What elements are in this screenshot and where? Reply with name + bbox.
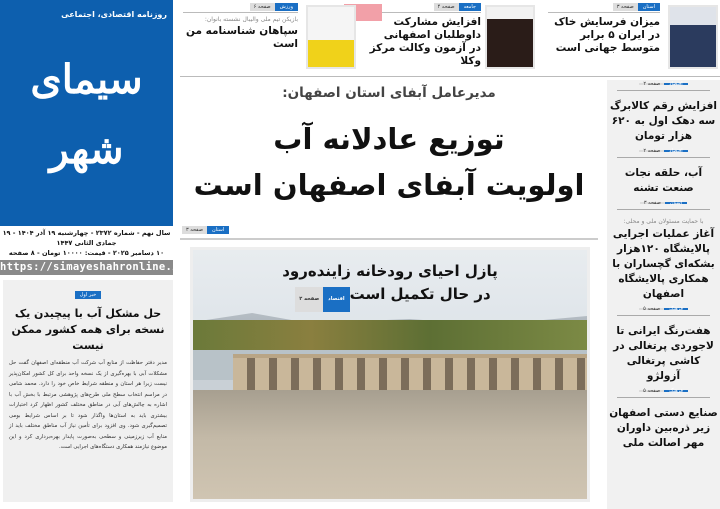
top-item-3[interactable] (182, 3, 358, 73)
masthead-logo (0, 0, 173, 226)
section-badge: ورزش (275, 3, 298, 11)
page-badge: صفحه ۵ (639, 390, 664, 392)
page-badge: صفحه ۲ (295, 287, 323, 312)
top-item-1[interactable] (545, 3, 720, 73)
right-column (607, 80, 720, 509)
right-item-title: هفت‌رنگ ایرانی تا لاجوردی پرتغالی در کاشی پرتغالی آزولژو (613, 325, 714, 382)
photo-riverbed (193, 390, 587, 502)
top-item-kicker: بازیکن تیم ملی والیبال نشسته بانوان: (204, 16, 298, 23)
website-url[interactable]: https://simayeshahronline.ir (0, 261, 186, 273)
page-badge: صفحه ۶ (250, 3, 275, 11)
right-item-kicker: با حمایت مسئولان ملی و محلی: (623, 218, 704, 225)
left-article-body: مدیر دفتر حفاظت از منابع آب شرکت آب منطقه‌ای اصفهان گفت حل مشکلات آبی با بهره‌گیری از یک نسخه واحد برای کل کشور امکان‌پذیر نیست زیرا هر استان و منطقه شرایط خاص خود را دارد. محمد شامی در مراسم انتخاب سطح ملی طرح‌های پژوهشی مرتبط با بخش آب با اشاره به چالش‌های آبی در مناطق مختلف کشور اظهار کرد اختیارات بیشتری باید به استان‌ها واگذار شود تا بر اساس شرایط بومی تصمیم‌گیری شود. وی افزود برای تأمین نیاز آب مناطق مختلف باید از منابع آب زیرزمینی و سطحی به‌صورت پایدار بهره‌برداری کرد و این موضوع نیازمند همکاری دستگاه‌های اجرایی است. (9, 360, 167, 450)
page-badge: صفحه ۵ (639, 308, 664, 310)
headline-line-2: اولویت آبفای اصفهان است (193, 168, 585, 202)
page-badge: صفحه ۴ (434, 3, 459, 11)
page-badge: صفحه ۳ (613, 3, 638, 11)
right-item[interactable] (607, 147, 720, 199)
photo-story[interactable] (190, 247, 590, 502)
photo-caption (193, 260, 587, 312)
section-badge: اقتصاد (664, 83, 687, 85)
section-badge: فرهنگ (664, 308, 688, 310)
right-item[interactable] (607, 199, 720, 305)
main-headline[interactable] (180, 116, 598, 208)
issue-info (0, 228, 173, 258)
section-badge: جامعه (459, 3, 481, 11)
right-item-title: صنایع دستی اصفهان زیر ذره‌بین داوران مهر اصالت ملی (609, 407, 718, 449)
left-article[interactable] (3, 280, 173, 502)
photo-bridge (233, 354, 588, 394)
top-item-photo (668, 5, 718, 69)
divider (180, 76, 720, 77)
right-item[interactable] (607, 305, 720, 387)
main-kicker: مدیرعامل آبفای استان اصفهان: (282, 85, 496, 101)
page-badge: صفحه ۲ (639, 83, 664, 85)
right-item-title: آب، حلقه نجات صنعت تشنه (624, 167, 703, 194)
caption-line-1: پازل احیای رودخانه زاینده‌رود (282, 262, 498, 280)
top-item-photo (485, 5, 535, 69)
section-badge: استان (638, 3, 660, 11)
divider (180, 238, 598, 240)
page-badge: صفحه ۳ (640, 202, 665, 204)
section-badge: استان (207, 226, 229, 234)
page-badge: صفحه ۲ (639, 150, 664, 152)
top-item-2[interactable] (365, 3, 543, 73)
right-item[interactable] (607, 387, 720, 454)
section-badge: اقتصاد (664, 150, 687, 152)
top-item-title: میزان فرسایش خاک در ایران ۵ برابر متوسط جهانی است (554, 16, 660, 54)
right-item-title: افزایش رقم کالابرگ سه دهک اول به ۶۲۰ هزار تومان (610, 100, 717, 142)
top-item-title: سپاهان شناسنامه من است (186, 25, 298, 50)
left-article-title: حل مشکل آب با پیچیدن یک نسخه برای همه کشور ممکن نیست (11, 307, 165, 352)
price-line: ۱۰ دسامبر ۲۰۲۵ - قیمت: ۱۰۰۰۰ تومان - ۸ صفحه (8, 249, 165, 257)
issue-line: سال نهم - شماره ۲۳۷۲ - چهارشنبه ۱۹ آذر ۱۴۰۴ - ۱۹ جمادی الثانی ۱۴۴۷ (2, 229, 171, 247)
masthead-tagline: روزنامه اقتصادی، اجتماعی (61, 10, 167, 19)
headline-line-1: توزیع عادلانه آب (273, 122, 505, 156)
top-item-photo (306, 5, 356, 69)
top-item-title: افزایش مشارکت داوطلبان اصفهانی در آزمون وکالت مرکز وکلا (369, 16, 481, 67)
section-badge: استان (665, 202, 687, 204)
caption-line-2: در حال تکمیل است (349, 285, 491, 303)
right-item[interactable] (607, 80, 720, 147)
section-badge: خبر اول (75, 291, 101, 299)
section-badge: فرهنگ (664, 390, 688, 392)
main-labels (182, 226, 229, 234)
right-item-title: آغاز عملیات اجرایی پالایشگاه ۱۲۰هزار بشکه‌ای گچساران با همکاری پالایشگاه اصفهان (612, 228, 715, 300)
masthead-name: سیمای شهر (30, 56, 143, 173)
page-badge: صفحه ۳ (182, 226, 207, 234)
section-badge: اقتصاد (323, 287, 349, 312)
